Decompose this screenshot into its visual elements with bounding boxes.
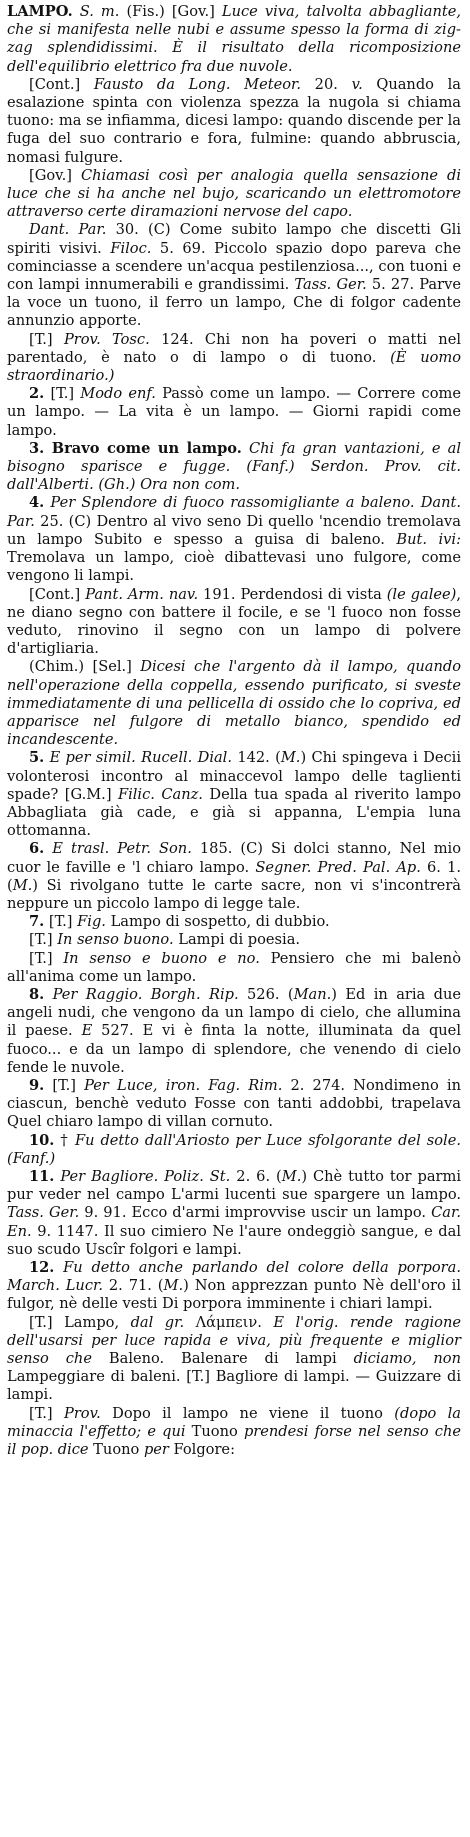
sense-9: 9. [T.] Per Luce, iron. Fag. Rim. 2. 274. Nondimeno in ciascun, benchè veduto Fosse con tanti addobbi, trapelava Quel chiaro lampo di villan cornuto. <box>7 1076 461 1131</box>
sense-8: 8. Per Raggio. Borgh. Rip. 526. (Man.) Ed in aria due angeli nudi, che vengono da un lampo di cielo, che allumina il paese. E 527. E vi è finta la notte, illuminata da quel fuoco... e da un lampo di splendore, che venendo di cielo fende le nuvole. <box>7 985 462 1076</box>
citation-paragraph: [T.] In senso e buono e no. Pensiero che mi balenò all'anima come un lampo. <box>7 949 461 985</box>
etymology-paragraph: [T.] Lampo, dal gr. Λάμπειν. E l'orig. rende ragione dell'usarsi per luce rapida e viva, più frequente e miglior senso che Baleno. Balenare di lampi diciamo, non Lampeggiare di baleni. [T.] Bagliore di lampi. — Guizzare di lampi. <box>7 1313 461 1404</box>
sense-7: 7. [T.] Fig. Lampo di sospetto, di dubbio. <box>29 913 330 931</box>
sense-6: 6. E trasl. Petr. Son. 185. (C) Si dolci stanno, Nel mio cuor le faville e 'l chiaro lampo. Segner. Pred. Pal. Ap. 6. 1. (M.) Si rivolgano tutte le carte sacre, non vi s'incontrerà neppure un piccolo lampo di legge tale. <box>7 840 462 912</box>
sense-12: 12. Fu detto anche parlando del colore della porpora. March. Lucr. 2. 71. (M.) Non apprezzan punto Nè dell'oro il fulgor, nè delle vesti Di porpora imminente i chiari lampi. <box>7 1259 461 1313</box>
sense-5: 5. E per simil. Rucell. Dial. 142. (M.) Chi spingeva i Decii volonterosi incontro al minaccevol lampo delle taglienti spade? [G.M.] Filic. Canz. Della tua spada al riverito lampo Abbagliata già cade, e già si appanna, L'empia luna ottomanna. <box>7 749 461 840</box>
sense-3: 3. Bravo come un lampo. Chi fa gran vantazioni, e al bisogno sparisce e fugge. (Fanf.) Serdon. Prov. cit. dall'Alberti. (Gh.) Ora non com. <box>7 439 461 494</box>
entry-definition: LAMPO. S. m. (Fis.) [Gov.] Luce viva, talvolta abbagliante, che si manifesta nelle nubi e assume spesso la forma di zig-zag splendidissimi. È il risultato della ricomposizione dell'equilibrio elettrico fra due nuvole. <box>7 3 462 75</box>
sense-10: 10. † Fu detto dall'Ariosto per Luce sfolgorante del sole. (Fanf.) <box>7 1131 461 1167</box>
citation-paragraph: [T.] Prov. Tosc. 124. Chi non ha poveri o matti nel parentado, è nato o di lampo o di tuono. (È uomo straordinario.) <box>7 330 462 385</box>
citation-paragraph: Dant. Par. 30. (C) Come subito lampo che discetti Gli spiriti visivi. Filoc. 5. 69. Piccolo spazio dopo pareva che cominciasse a scendere un'acqua pestilenziosa..., con tuoni e con lampi innumerabili e grandissimi. Tass. Ger. 5. 27. Parve la voce un tuono, il ferro un lampo, Che di folgor cadente annunzio apporte. <box>7 221 461 330</box>
citation-paragraph: [Cont.] Fausto da Long. Meteor. 20. v. Quando la esalazione spinta con violenza spezza la nugola si chiama tuono: ma se infiamma, dicesi lampo: quando discende per la fuga del suo contrario e fora, fulmine: quando abbruscia, nomasi fulgure. <box>7 75 461 166</box>
citation-paragraph: [Gov.] Chiamasi così per analogia quella sensazione di luce che si ha anche nel bujo, scaricando un elettromotore attraverso certe diramazioni nervose del capo. <box>7 166 461 221</box>
sense-2: 2. [T.] Modo enf. Passò come un lampo. — Correre come un lampo. — La vita è un lampo. — Giorni rapidi come lampo. <box>7 385 461 439</box>
sense-11: 11. Per Bagliore. Poliz. St. 2. 6. (M.) Chè tutto tor parmi pur veder nel campo L'armi lucenti sue spargere un lampo. Tass. Ger. 9. 91. Ecco d'armi improvvise uscir un lampo. Car. En. 9. 1147. Il suo cimiero Ne l'aure ondeggiò sangue, e dal suo scudo Uscîr folgori e lampi. <box>7 1168 461 1258</box>
citation-paragraph: [Cont.] Pant. Arm. nav. 191. Perdendosi di vista (le galee), ne diano segno con battere il focile, e se 'l fuoco non fosse veduto, rinovino il segno con un lampo di polvere d'artigliaria. <box>7 585 461 658</box>
citation-paragraph: (Chim.) [Sel.] Dicesi che l'argento dà il lampo, quando nell'operazione della coppella, essendo purificato, si sveste immediatamente di una pellicella di ossido che lo copriva, ed apparisce nel fulgore di metallo bianco, spendido ed incandescente. <box>7 658 461 749</box>
proverb-paragraph: [T.] Prov. Dopo il lampo ne viene il tuono (dopo la minaccia l'effetto; e qui Tuono prendesi forse nel senso che il pop. dice Tuono per Folgore: <box>7 1404 462 1459</box>
headword: LAMPO. <box>7 3 73 20</box>
sense-4: 4. Per Splendore di fuoco rassomigliante a baleno. Dant. Par. 25. (C) Dentro al vivo seno Di quello 'ncendio tremolava un lampo Subito e spesso a guisa di baleno. But. ivi: Tremolava un lampo, cioè dibattevasi uno fulgore, come vengono li lampi. <box>7 494 461 585</box>
citation-paragraph: [T.] In senso buono. Lampi di poesia. <box>29 931 301 949</box>
